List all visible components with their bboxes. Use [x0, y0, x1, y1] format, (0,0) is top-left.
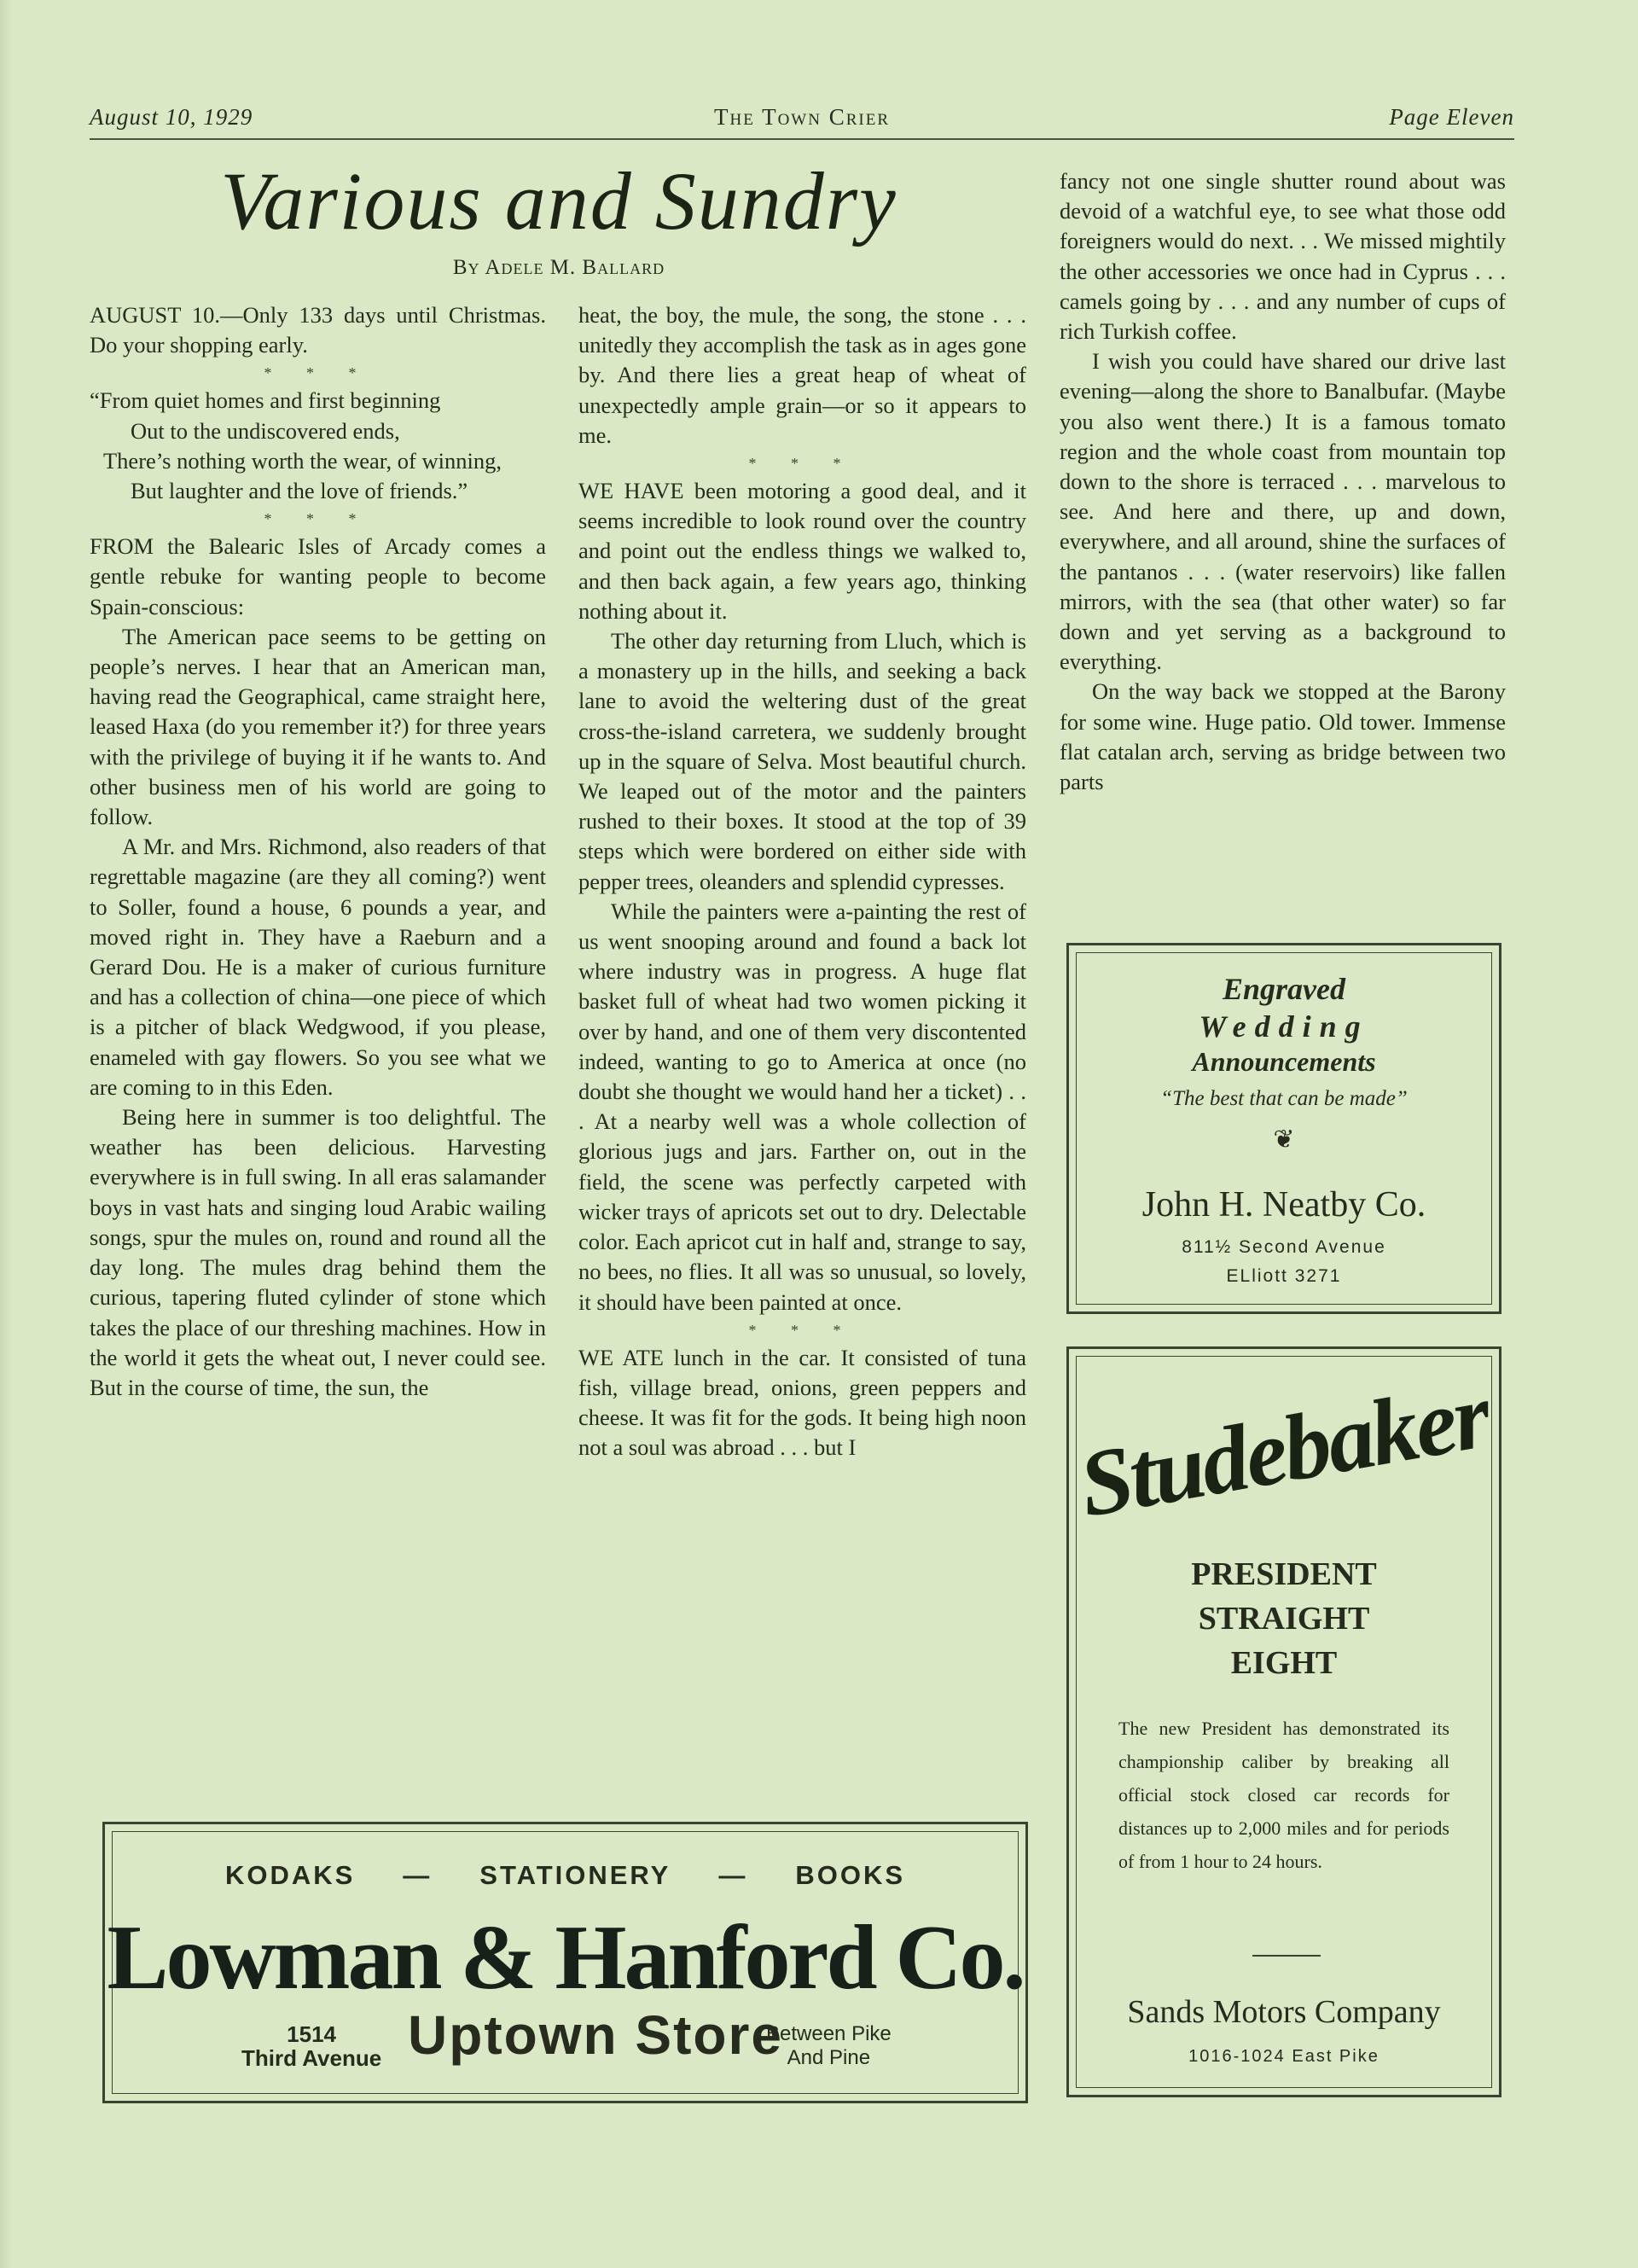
header-date: August 10, 1929 [90, 104, 253, 130]
ad-store-name: Uptown Store [408, 2004, 783, 2066]
ad-heading-line: Engraved [1223, 972, 1345, 1006]
ad-model-line: STRAIGHT [1198, 1601, 1370, 1637]
ad-heading-line: Wedding [1199, 1009, 1369, 1044]
article-byline: By Adele M. Ballard [452, 256, 665, 279]
paragraph: I wish you could have shared our drive last evening—along the shore to Banalbufar. (Maybe you also went there.) It is a famous tomato region and the whole coast from mountain top down to the shore is terraced . . . marvelous to see. And here and there, up and down, everywhere, and all around, shine the surfaces of the pantanos . . . (water reservoirs) like fallen mirrors, with the sea (that other water) so far down and yet serving as a background to everything. [1060, 348, 1506, 675]
ad-product: BOOKS [795, 1860, 906, 1890]
ad-address [241, 2022, 381, 2070]
studebaker-logo: Studebaker [1072, 1362, 1496, 1538]
ad-location-line: Between Pike [766, 2022, 892, 2045]
section-divider: * * * [748, 1321, 857, 1339]
paragraph: AUGUST 10.—Only 133 days until Christmas. Do your shopping early. [90, 302, 546, 358]
ad-location-line: And Pine [787, 2046, 871, 2069]
ad-address-line: 1514 [287, 2021, 337, 2047]
ad-company-name: Lowman & Hanford Co. [107, 1907, 1024, 2009]
ad-phone: ELliott 3271 [1226, 1266, 1342, 1286]
studebaker-advertisement [1066, 1346, 1502, 2097]
paragraph: While the painters were a-painting the rest of us went snooping around and found a back lot where industry was in progress. A huge flat basket full of wheat had two women picking it over by hand, and one of them very discontented indeed, wanting to go to America at once (no doubt she thought we would hand her a ticket) . . . At a nearby well was a whole collection of glorious jugs and jars. Farther on, out in the field, the scene was perfectly carpeted with wicker trays of apricots set out to dry. Delectable color. Each apricot cut in half and, strange to say, no bees, no flies. It all was so unusual, so lovely, it should have been painted at once. [578, 898, 1026, 1315]
header-publication: The Town Crier [714, 104, 890, 130]
ad-heading-line: Announcements [1192, 1046, 1376, 1077]
ad-address: 811½ Second Avenue [1182, 1237, 1386, 1257]
poem [90, 386, 546, 506]
poem-line: But laughter and the love of friends.” [131, 478, 468, 504]
ad-model-name [1069, 1552, 1499, 1685]
ad-separator: — [403, 1860, 433, 1890]
paragraph: FROM the Balearic Isles of Arcady comes a gentle rebuke for wanting people to become Spain-conscious: [90, 533, 546, 619]
paragraph: A Mr. and Mrs. Richmond, also readers of that regrettable magazine (are they all coming?) went to Soller, found a house, 6 pounds a year, and moved right in. They have a Raeburn and a Gerard Dou. He is a maker of curious furniture and has a collection of china—one piece of which is a pitcher of black Wedgwood, if you please, enameled with gay flowers. So you see what we are coming to in this Eden. [90, 834, 546, 1100]
paragraph: WE ATE lunch in the car. It consisted of tuna fish, village bread, onions, green peppers and cheese. It was fit for the gods. It being high noon not a soul was abroad . . . but I [578, 1344, 1026, 1461]
paragraph: The other day returning from Lluch, which is a monastery up in the hills, and seeking a back lane to avoid the weltering dust of the great cross-the-island carretera, we suddenly brought up in the square of Selva. Most beautiful church. We leaped out of the motor and the painters rushed to their boxes. It stood at the top of 39 steps which were bordered on either side with pepper trees, oleanders and splendid cypresses. [578, 628, 1026, 894]
ad-address-line: Third Avenue [241, 2045, 382, 2071]
page-edge [0, 0, 12, 2268]
ad-tagline: “The best that can be made” [1160, 1087, 1408, 1110]
paragraph: heat, the boy, the mule, the song, the stone . . . unitedly they accomplish the task as in ages gone by. And there lies a great heap of wheat of unexpectedly ample grain—or so it appears to me. [578, 302, 1026, 448]
article-column-1 [90, 300, 546, 1403]
paragraph: fancy not one single shutter round about was devoid of a watchful eye, to see what those odd foreigners would do next. . . We missed mightily the other accessories we once had in Cyprus . . . camels going by . . . and any number of cups of rich Turkish coffee. [1060, 168, 1506, 345]
ad-product: STATIONERY [479, 1860, 671, 1890]
poem-line: Out to the undiscovered ends, [131, 417, 400, 444]
ad-separator: — [718, 1860, 748, 1890]
section-divider: * * * [748, 455, 857, 473]
ad-product-line [105, 1860, 1025, 1891]
ad-company-name: John H. Neatby Co. [1141, 1185, 1426, 1224]
article-column-3 [1060, 166, 1506, 797]
section-divider: * * * [264, 510, 372, 528]
ad-dealer-name: Sands Motors Company [1127, 1994, 1441, 2030]
ad-body-text: The new President has demonstrated its championship caliber by breaking all official stock closed car records for distances up to 2,000 miles and for periods of from 1 hour to 24 hours. [1118, 1718, 1449, 1872]
lowman-hanford-advertisement [102, 1822, 1028, 2103]
paragraph: The American pace seems to be getting on people’s nerves. I hear that an American man, having read the Geographical, came straight here, leased Haxa (do you remember it?) for three years with the privilege of buying it if he wants to. And other business men of his world are going to follow. [90, 623, 546, 830]
poem-line: There’s nothing worth the wear, of winning, [103, 447, 502, 474]
divider [1252, 1955, 1321, 1957]
ad-model-line: PRESIDENT [1191, 1556, 1377, 1592]
neatby-advertisement [1066, 943, 1502, 1314]
article-column-2 [578, 300, 1026, 1463]
ad-product: KODAKS [224, 1860, 356, 1890]
paragraph: WE HAVE been motoring a good deal, and it seems incredible to look round over the country and point out the endless things we walked to, and then back again, a few years ago, thinking nothing about it. [578, 478, 1026, 624]
section-divider: * * * [264, 364, 372, 382]
article-title: Various and Sundry [220, 155, 897, 247]
ad-location [766, 2022, 892, 2070]
header-page-number: Page Eleven [1389, 104, 1514, 130]
paragraph: On the way back we stopped at the Barony for some wine. Huge patio. Old tower. Immense flat catalan arch, serving as bridge between two parts [1060, 678, 1506, 795]
ad-model-line: EIGHT [1230, 1645, 1338, 1681]
ornament-icon: ❦ [1273, 1125, 1295, 1154]
page-header [90, 101, 1514, 140]
ad-dealer-address: 1016-1024 East Pike [1188, 2047, 1380, 2066]
paragraph: Being here in summer is too delightful. The weather has been delicious. Harvesting everywhere is in full swing. In all eras salamander boys in vast hats and singing loud Arabic wailing songs, spur the mules on, round and round all the day long. The mules drag behind them the curious, tapering fluted cylinder of stone which takes the place of our threshing machines. How in the world it gets the wheat out, I never could see. But in the course of time, the sun, the [90, 1104, 546, 1400]
poem-line: “From quiet homes and first beginning [90, 387, 441, 414]
